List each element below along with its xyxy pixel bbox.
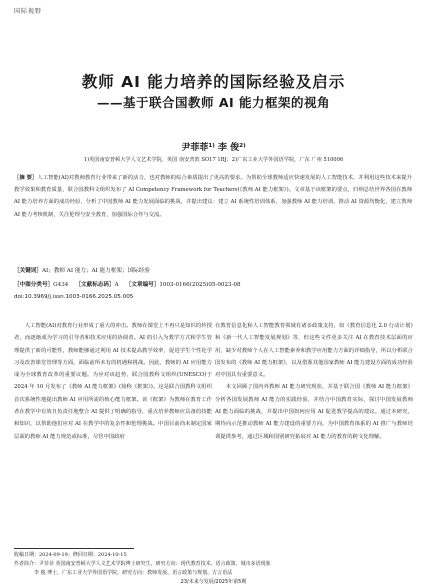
doc-code-value: A <box>114 282 119 288</box>
page-footer: 23/未来与发展/2025年第5期 <box>180 579 247 585</box>
body-paragraph: 人工智能(AI)对教育行业形成了重大的冲击。教师在课堂上不再只是知识的传授者，而逐渐成为学习的引导者和技术应用的协调者。AI 的引入为教学方式和学生管理提供了新的可能性，教师能够通过利用 AI 技术提高教学效率，促进学生个性化学习及改善课堂管理等方面，面临前所未有的机遇和挑战。因此，教师的 AI 应用能力成为全球教育改革的重要议题。为应对该趋势，联合国教科文组织(UNESCO)于 2024 年 10 月发布了《教师 AI 能力框架》(简称《框架》)。这是联合国教科文组织首次系统性地提出教师 AI 应用所需的核心能力框架。该《框架》为教师在教育工作者在教学中有效且负责任地整合 AI 提供了明确的指导，重点培养教师应具备的技能和知识，以帮助他们应对 AI 在教学中的复杂性和伦理挑战。中国目前尚未制定国家层面的教师 AI 能力规范或标准，尽管中国政府 <box>14 323 212 440</box>
article-authors: 尹菲菲¹⁾ 李 俊²⁾ <box>181 143 246 153</box>
abstract-text: 人工智能(AI)对教师教育行业带来了新的活力，也对教师的综合素质提出了更高的要求。为帮助全球教师适应快速发展的人工智能技术，并利用这些技术来提升教学效果和教育质量，联合国教科文组织发布了 AI Competency Framework for Teachers(《教师 AI 能力框架》)。文章基于该框架的要点，归纳总结世界各国在教师 AI 能力培养方面的成功经验，分析了中国教师 AI 能力发展面临的挑战，并提出建议：建立 AI 系统性培训体系，加强教师 AI 能力培训，推动 AI 资源均衡化，建立教师 AI 能力考核机制，关注伦理与安全教育，加强国际合作与交流。 <box>14 175 412 218</box>
author-affiliations: 1)英国南安普顿大学人文艺术学院，英国 南安普敦 SO17 1BJ；2)广东工业大学外国语学院，广东 广州 510006 <box>83 157 344 163</box>
body-column-right <box>215 320 413 443</box>
article-id-label: ［文章编号］ <box>125 282 160 288</box>
journal-section-label: 国际视野 <box>14 8 43 15</box>
footnote-author1: 作者简介：尹菲菲 英国南安普顿大学人文艺术学院博士研究生，研究方向：现代教育技术、语言政策、城市多语现象 <box>14 561 271 567</box>
footnote-received: 收稿日期：2024-09-19；修回日期：2024-10-15 <box>14 552 127 558</box>
article-id-value: 1003-0166(2025)05-0023-08 <box>159 282 241 288</box>
footnote-divider <box>14 548 134 549</box>
clc-label: ［中图分类号］ <box>14 282 54 288</box>
footnote-author2: 李 俊 博士，广东工业大学外国语学院，研究方向：教师发展、语言政策与规划、方言语法 <box>34 570 233 576</box>
body-column-left <box>14 320 212 443</box>
doc-code-label: ［文献标志码］ <box>75 282 115 288</box>
clc-value: G434 <box>53 282 69 288</box>
keywords-label: ［关键词］ <box>14 268 42 274</box>
article-title: 教师 AI 能力培养的国际经验及启示 <box>81 73 346 91</box>
abstract-label: ［摘 要］ <box>14 175 38 181</box>
article-subtitle: ——基于联合国教师 AI 能力框架的视角 <box>96 95 331 110</box>
keywords-row <box>14 266 414 274</box>
abstract <box>14 172 412 221</box>
doi: doi:10.3969/j.issn.1003-0166.2025.05.005 <box>14 294 134 300</box>
classification-row <box>14 280 414 288</box>
body-paragraph: 本文回顾了国内外教师 AI 能力研究现状，并基于联合国《教师 AI 能力框架》分析各国发展教师 AI 能力的实践经验，并结合中国教育实际，探讨中国发展教师 AI 能力面临的挑战，并提出中国如何应用 AI 促进教学提高的建议。通过本研究，期待向示范推动教师 AI 能力建设的重要方向，为中国教育体系的 AI 推广与教师培训提供参考，通过区域和国别研究拓展对 AI 能力的教育的跨文化理解。 <box>215 384 413 440</box>
body-paragraph: 在教育信息化和人工智能教育领域有诸多政策支持，如《教育信息化 2.0 行动计划》和《新一代人工智能发展规划》等，但这些文件更多关注 AI 在教育技术层面的应用，缺少对教师个人在人工智能素养和教学应用能力方面的详细指导，所以分析联合国发布的《教师 AI 能力框架》，以及借鉴其他国家教师 AI 能力建设方面的成功经验对中国具有重要意义。 <box>215 323 413 379</box>
keywords-text: AI；教师 AI 能力；AI 能力框架；国际经验 <box>41 268 150 274</box>
